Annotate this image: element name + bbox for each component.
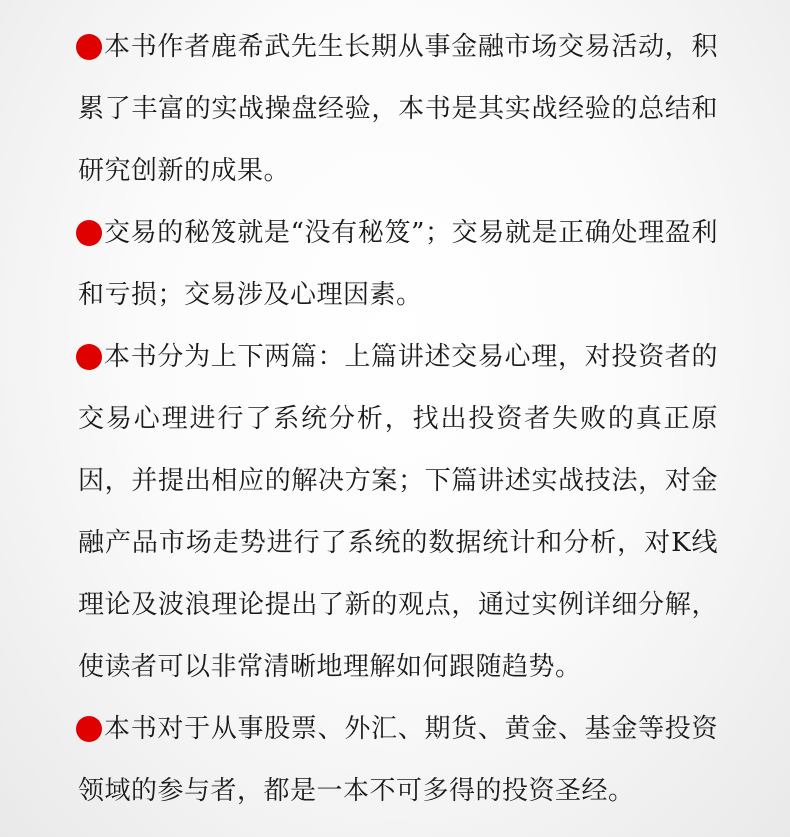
red-bullet-icon: [76, 220, 102, 246]
paragraph-text: 本书分为上下两篇：上篇讲述交易心理，对投资者的交易心理进行了系统分析，找出投资者失败的真正原因，并提出相应的解决方案；下篇讲述实战技法，对金融产品市场走势进行了系统的数据统计和分析，对K线理论及波浪理论提出了新的观点，通过实例详细分解，使读者可以非常清晰地理解如何跟随趋势。: [78, 342, 718, 682]
red-bullet-icon: [76, 716, 102, 742]
red-bullet-icon: [76, 344, 102, 370]
paragraph-2: [78, 202, 718, 326]
paragraph-text: 本书作者鹿希武先生长期从事金融市场交易活动，积累了丰富的实战操盘经验，本书是其实战经验的总结和研究创新的成果。: [78, 32, 718, 186]
paragraph-1: [78, 16, 718, 202]
paragraph-text: 交易的秘笈就是“没有秘笈”；交易就是正确处理盈利和亏损；交易涉及心理因素。: [78, 218, 718, 310]
paragraph-4: [78, 698, 718, 822]
paragraph-text: 本书对于从事股票、外汇、期货、黄金、基金等投资领域的参与者，都是一本不可多得的投资圣经。: [78, 714, 718, 806]
paragraph-3: [78, 326, 718, 698]
red-bullet-icon: [76, 34, 102, 60]
